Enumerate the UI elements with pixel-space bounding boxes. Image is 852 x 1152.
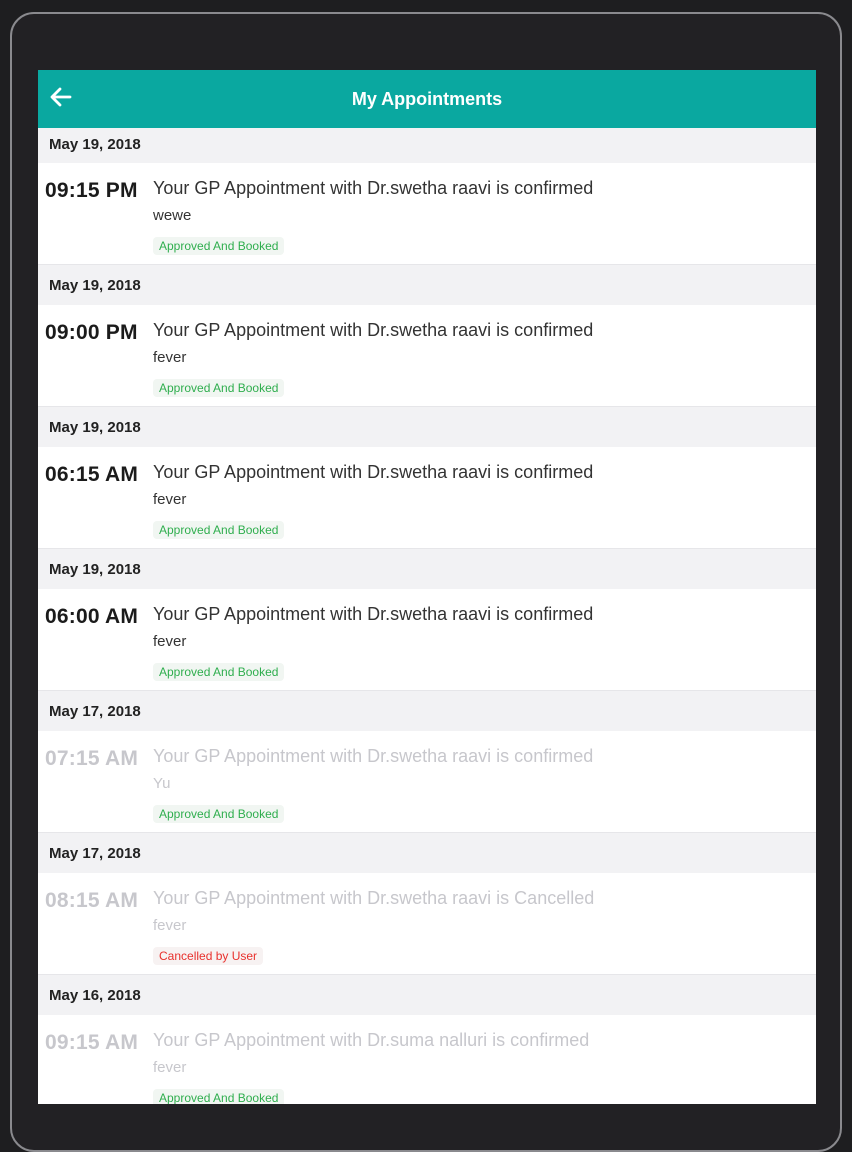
appointment-reason: fever [153, 633, 187, 650]
status-badge: Approved And Booked [153, 521, 284, 539]
appointment-item[interactable] [38, 1015, 816, 1104]
status-badge: Approved And Booked [153, 1089, 284, 1104]
status-badge: Approved And Booked [153, 237, 284, 255]
appointment-title: Your GP Appointment with Dr.swetha raavi is confirmed [153, 320, 594, 340]
date-header: May 19, 2018 [38, 549, 816, 589]
date-header: May 19, 2018 [38, 407, 816, 447]
appointment-reason: fever [153, 1059, 187, 1076]
app-bar [38, 70, 816, 128]
date-header: May 16, 2018 [38, 975, 816, 1015]
appointment-reason: Yu [153, 775, 171, 792]
status-badge: Cancelled by User [153, 947, 263, 965]
appointment-item[interactable] [38, 873, 816, 975]
appointment-item[interactable] [38, 163, 816, 265]
app-screen [38, 70, 816, 1104]
back-button[interactable] [48, 84, 74, 110]
appointment-title: Your GP Appointment with Dr.swetha raavi is confirmed [153, 604, 594, 624]
appointment-title: Your GP Appointment with Dr.swetha raavi is Cancelled [153, 888, 595, 908]
appointment-reason: fever [153, 917, 187, 934]
appointment-reason: fever [153, 349, 187, 366]
appointment-reason: fever [153, 491, 187, 508]
date-header: May 19, 2018 [38, 265, 816, 305]
appointment-time: 09:00 PM [45, 321, 138, 344]
appointment-list[interactable] [38, 128, 816, 1104]
date-header: May 17, 2018 [38, 691, 816, 731]
appointment-item[interactable] [38, 447, 816, 549]
appointment-time: 08:15 AM [45, 889, 139, 912]
appointment-reason: wewe [153, 207, 192, 224]
appointment-title: Your GP Appointment with Dr.swetha raavi is confirmed [153, 462, 594, 482]
arrow-left-icon [50, 87, 72, 107]
status-badge: Approved And Booked [153, 379, 284, 397]
page-title: My Appointments [351, 88, 503, 109]
date-header: May 17, 2018 [38, 833, 816, 873]
appointment-title: Your GP Appointment with Dr.swetha raavi is confirmed [153, 746, 594, 766]
appointment-title: Your GP Appointment with Dr.swetha raavi is confirmed [153, 178, 594, 198]
appointment-title: Your GP Appointment with Dr.suma nalluri is confirmed [153, 1030, 590, 1050]
status-badge: Approved And Booked [153, 805, 284, 823]
appointment-item[interactable] [38, 731, 816, 833]
appointment-item[interactable] [38, 305, 816, 407]
appointment-time: 07:15 AM [45, 747, 139, 770]
appointment-time: 09:15 AM [45, 1031, 139, 1054]
appointment-time: 06:15 AM [45, 463, 139, 486]
appointment-time: 06:00 AM [45, 605, 139, 628]
date-header: May 19, 2018 [38, 128, 816, 163]
appointment-item[interactable] [38, 589, 816, 691]
status-badge: Approved And Booked [153, 663, 284, 681]
appointment-time: 09:15 PM [45, 179, 138, 202]
